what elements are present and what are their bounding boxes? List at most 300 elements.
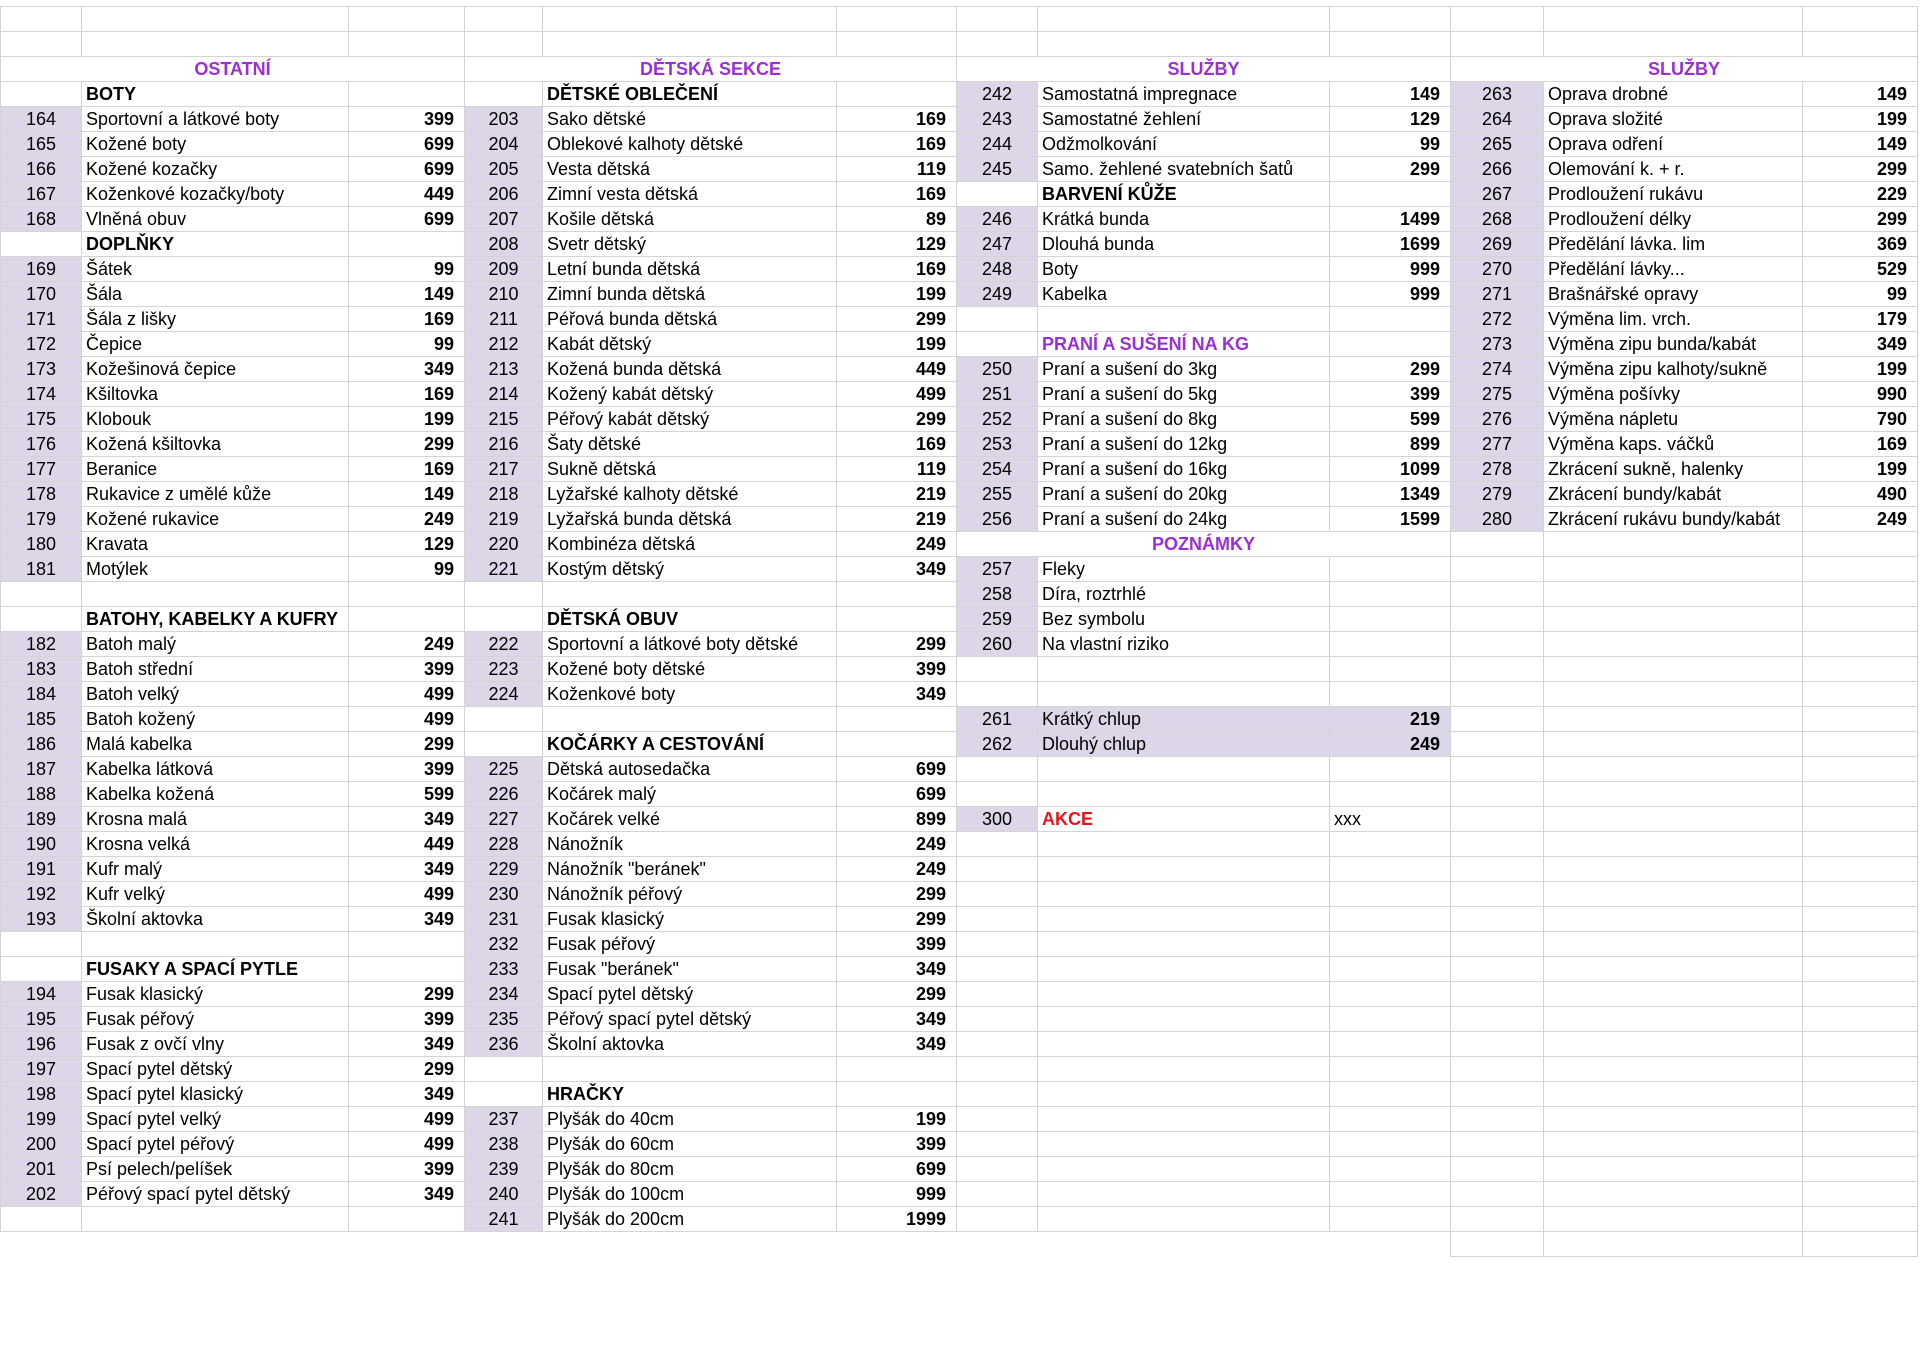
item-price: 999	[837, 1182, 957, 1207]
note-text: Fleky	[1038, 557, 1330, 582]
item-name: Zimní vesta dětská	[543, 182, 837, 207]
item-price: 699	[349, 157, 465, 182]
empty-cell	[1451, 1232, 1544, 1257]
item-price: 499	[349, 682, 465, 707]
empty-cell	[1330, 757, 1451, 782]
akce-value: xxx	[1330, 807, 1451, 832]
item-number: 166	[1, 157, 82, 182]
item-number: 171	[1, 307, 82, 332]
item-price: 1099	[1330, 457, 1451, 482]
empty-cell	[1330, 657, 1451, 682]
item-price: 249	[1330, 732, 1451, 757]
empty-cell	[1, 957, 82, 982]
empty-cell	[1803, 557, 1918, 582]
section-title: OSTATNÍ	[1, 57, 465, 82]
item-number: 183	[1, 657, 82, 682]
item-name: Samostatná impregnace	[1038, 82, 1330, 107]
empty-cell	[1330, 582, 1451, 607]
item-number: 251	[957, 382, 1038, 407]
empty-cell	[1330, 682, 1451, 707]
item-price: 169	[349, 382, 465, 407]
item-name: Zimní bunda dětská	[543, 282, 837, 307]
category-header: BOTY	[82, 82, 349, 107]
empty-cell	[957, 957, 1038, 982]
item-price: 399	[349, 757, 465, 782]
item-number: 272	[1451, 307, 1544, 332]
item-price: 399	[837, 932, 957, 957]
item-name: Krátký chlup	[1038, 707, 1330, 732]
item-name: Sportovní a látkové boty dětské	[543, 632, 837, 657]
empty-cell	[1330, 32, 1451, 57]
item-name: Kabelka kožená	[82, 782, 349, 807]
item-name: Krosna malá	[82, 807, 349, 832]
item-price: 229	[1803, 182, 1918, 207]
item-price: 699	[349, 132, 465, 157]
item-number: 173	[1, 357, 82, 382]
item-price: 1599	[1330, 507, 1451, 532]
item-price: 349	[349, 357, 465, 382]
empty-cell	[82, 7, 349, 32]
item-price: 599	[349, 782, 465, 807]
item-number: 230	[465, 882, 543, 907]
item-price: 399	[837, 1132, 957, 1157]
empty-cell	[1803, 857, 1918, 882]
empty-cell	[1803, 682, 1918, 707]
empty-cell	[957, 882, 1038, 907]
item-number: 244	[957, 132, 1038, 157]
empty-cell	[1038, 832, 1330, 857]
empty-cell	[1, 607, 82, 632]
item-name: Praní a sušení do 8kg	[1038, 407, 1330, 432]
empty-cell	[1451, 982, 1544, 1007]
item-name: Nánožník péřový	[543, 882, 837, 907]
empty-cell	[465, 7, 543, 32]
item-price: 399	[1330, 382, 1451, 407]
item-price: 99	[349, 332, 465, 357]
item-number: 252	[957, 407, 1038, 432]
item-price: 219	[837, 507, 957, 532]
empty-cell	[1544, 1032, 1803, 1057]
item-name: Sako dětské	[543, 107, 837, 132]
item-name: Kravata	[82, 532, 349, 557]
item-name: Praní a sušení do 5kg	[1038, 382, 1330, 407]
empty-cell	[1330, 1157, 1451, 1182]
item-price: 499	[349, 1132, 465, 1157]
item-price: 199	[1803, 357, 1918, 382]
empty-cell	[1544, 857, 1803, 882]
item-price: 149	[349, 282, 465, 307]
item-price: 699	[837, 782, 957, 807]
column-sluzby-1	[956, 6, 1451, 1232]
item-number: 200	[1, 1132, 82, 1157]
empty-cell	[1330, 1182, 1451, 1207]
item-name: Fusak z ovčí vlny	[82, 1032, 349, 1057]
item-name: Čepice	[82, 332, 349, 357]
item-price: 349	[349, 857, 465, 882]
item-number: 226	[465, 782, 543, 807]
empty-cell	[1544, 882, 1803, 907]
item-name: Fusak klasický	[82, 982, 349, 1007]
empty-cell	[1544, 607, 1803, 632]
empty-cell	[957, 1182, 1038, 1207]
item-price: 299	[1330, 157, 1451, 182]
item-price: 219	[1330, 707, 1451, 732]
empty-cell	[1038, 1057, 1330, 1082]
empty-cell	[1544, 732, 1803, 757]
item-name: Boty	[1038, 257, 1330, 282]
item-price: 299	[837, 407, 957, 432]
item-price: 299	[837, 632, 957, 657]
empty-cell	[1803, 932, 1918, 957]
item-name: Batoh malý	[82, 632, 349, 657]
item-price: 899	[837, 807, 957, 832]
item-name: Kožený kabát dětský	[543, 382, 837, 407]
empty-cell	[82, 582, 349, 607]
item-name: Kabelka látková	[82, 757, 349, 782]
item-price: 399	[349, 107, 465, 132]
item-number: 246	[957, 207, 1038, 232]
item-price: 529	[1803, 257, 1918, 282]
empty-cell	[1803, 607, 1918, 632]
item-number: 164	[1, 107, 82, 132]
item-price: 249	[837, 857, 957, 882]
empty-cell	[837, 1057, 957, 1082]
empty-cell	[1451, 707, 1544, 732]
item-number: 254	[957, 457, 1038, 482]
item-price: 449	[349, 182, 465, 207]
item-price: 1349	[1330, 482, 1451, 507]
item-number: 266	[1451, 157, 1544, 182]
item-name: Koženkové kozačky/boty	[82, 182, 349, 207]
empty-cell	[1330, 907, 1451, 932]
empty-cell	[957, 907, 1038, 932]
empty-cell	[543, 7, 837, 32]
item-price: 169	[837, 132, 957, 157]
item-price: 499	[837, 382, 957, 407]
item-price: 349	[349, 807, 465, 832]
item-number: 227	[465, 807, 543, 832]
empty-cell	[1, 7, 82, 32]
item-name: Klobouk	[82, 407, 349, 432]
item-price: 149	[1803, 82, 1918, 107]
item-price: 169	[349, 307, 465, 332]
item-number: 274	[1451, 357, 1544, 382]
item-number: 172	[1, 332, 82, 357]
item-name: Výměna lim. vrch.	[1544, 307, 1803, 332]
empty-cell	[957, 1007, 1038, 1032]
item-name: Kožená bunda dětská	[543, 357, 837, 382]
item-price: 299	[349, 1057, 465, 1082]
empty-cell	[837, 707, 957, 732]
empty-cell	[1330, 557, 1451, 582]
empty-cell	[1451, 557, 1544, 582]
empty-cell	[837, 607, 957, 632]
empty-cell	[1451, 32, 1544, 57]
note-number: 258	[957, 582, 1038, 607]
item-name: Spací pytel péřový	[82, 1132, 349, 1157]
item-price: 499	[349, 1107, 465, 1132]
empty-cell	[957, 657, 1038, 682]
empty-cell	[1330, 632, 1451, 657]
item-number: 222	[465, 632, 543, 657]
item-price: 99	[349, 557, 465, 582]
empty-cell	[1451, 1157, 1544, 1182]
item-price: 199	[1803, 107, 1918, 132]
item-name: Školní aktovka	[543, 1032, 837, 1057]
item-price: 199	[837, 282, 957, 307]
item-name: Kšiltovka	[82, 382, 349, 407]
item-number: 181	[1, 557, 82, 582]
empty-cell	[1038, 7, 1330, 32]
note-text: Bez symbolu	[1038, 607, 1330, 632]
empty-cell	[1038, 882, 1330, 907]
empty-cell	[82, 1207, 349, 1232]
empty-cell	[1451, 832, 1544, 857]
empty-cell	[465, 1082, 543, 1107]
empty-cell	[1544, 807, 1803, 832]
item-price: 699	[349, 207, 465, 232]
item-price: 349	[349, 1082, 465, 1107]
empty-cell	[1330, 332, 1451, 357]
empty-cell	[1038, 1157, 1330, 1182]
item-price: 179	[1803, 307, 1918, 332]
empty-cell	[1803, 657, 1918, 682]
category-header: PRANÍ A SUŠENÍ NA KG	[1038, 332, 1330, 357]
item-name: Péřový kabát dětský	[543, 407, 837, 432]
empty-cell	[1451, 957, 1544, 982]
empty-cell	[1544, 1157, 1803, 1182]
item-name: Batoh kožený	[82, 707, 349, 732]
item-number: 176	[1, 432, 82, 457]
item-number: 170	[1, 282, 82, 307]
item-price: 349	[837, 1007, 957, 1032]
empty-cell	[1544, 657, 1803, 682]
empty-cell	[1330, 882, 1451, 907]
empty-cell	[1544, 1107, 1803, 1132]
item-name: Spací pytel dětský	[543, 982, 837, 1007]
empty-cell	[465, 1057, 543, 1082]
item-name: Svetr dětský	[543, 232, 837, 257]
empty-cell	[349, 7, 465, 32]
item-number: 239	[465, 1157, 543, 1182]
item-name: Výměna kaps. váčků	[1544, 432, 1803, 457]
item-number: 221	[465, 557, 543, 582]
item-name: Fusak klasický	[543, 907, 837, 932]
item-price: 169	[837, 257, 957, 282]
category-header: KOČÁRKY A CESTOVÁNÍ	[543, 732, 837, 757]
empty-cell	[465, 732, 543, 757]
item-name: Zkrácení bundy/kabát	[1544, 482, 1803, 507]
item-name: Praní a sušení do 3kg	[1038, 357, 1330, 382]
item-price: 99	[1330, 132, 1451, 157]
empty-cell	[957, 32, 1038, 57]
item-name: Šátek	[82, 257, 349, 282]
item-name: Krátká bunda	[1038, 207, 1330, 232]
empty-cell	[1038, 657, 1330, 682]
empty-cell	[837, 732, 957, 757]
item-name: Kočárek malý	[543, 782, 837, 807]
item-price: 89	[837, 207, 957, 232]
item-number: 194	[1, 982, 82, 1007]
item-number: 180	[1, 532, 82, 557]
empty-cell	[957, 1157, 1038, 1182]
column-sluzby-2	[1450, 6, 1918, 1257]
empty-cell	[1451, 907, 1544, 932]
item-name: Spací pytel klasický	[82, 1082, 349, 1107]
item-name: Odžmolkování	[1038, 132, 1330, 157]
empty-cell	[1451, 882, 1544, 907]
item-price: 299	[349, 982, 465, 1007]
item-number: 243	[957, 107, 1038, 132]
item-price: 299	[837, 882, 957, 907]
category-header: HRAČKY	[543, 1082, 837, 1107]
item-name: Oprava odření	[1544, 132, 1803, 157]
item-number: 167	[1, 182, 82, 207]
empty-cell	[1544, 632, 1803, 657]
item-number: 213	[465, 357, 543, 382]
empty-cell	[1803, 532, 1918, 557]
item-number: 206	[465, 182, 543, 207]
item-number: 189	[1, 807, 82, 832]
item-price: 399	[349, 1157, 465, 1182]
item-name: Šála z lišky	[82, 307, 349, 332]
item-number: 168	[1, 207, 82, 232]
item-number: 177	[1, 457, 82, 482]
empty-cell	[349, 957, 465, 982]
item-number: 253	[957, 432, 1038, 457]
item-number: 179	[1, 507, 82, 532]
empty-cell	[1330, 832, 1451, 857]
item-price: 349	[837, 957, 957, 982]
empty-cell	[1544, 957, 1803, 982]
item-name: Výměna zipu bunda/kabát	[1544, 332, 1803, 357]
empty-cell	[1, 1207, 82, 1232]
empty-cell	[1451, 7, 1544, 32]
empty-cell	[957, 682, 1038, 707]
category-header: DĚTSKÁ OBUV	[543, 607, 837, 632]
empty-cell	[1544, 532, 1803, 557]
empty-cell	[1451, 657, 1544, 682]
item-number: 270	[1451, 257, 1544, 282]
item-number: 267	[1451, 182, 1544, 207]
item-number: 193	[1, 907, 82, 932]
item-name: Plyšák do 40cm	[543, 1107, 837, 1132]
item-number: 187	[1, 757, 82, 782]
item-number: 203	[465, 107, 543, 132]
empty-cell	[1451, 807, 1544, 832]
item-price: 1499	[1330, 207, 1451, 232]
empty-cell	[1038, 982, 1330, 1007]
item-number: 202	[1, 1182, 82, 1207]
empty-cell	[1451, 632, 1544, 657]
item-number: 225	[465, 757, 543, 782]
item-number: 300	[957, 807, 1038, 832]
empty-cell	[1544, 1057, 1803, 1082]
item-number: 237	[465, 1107, 543, 1132]
item-number: 229	[465, 857, 543, 882]
empty-cell	[1803, 807, 1918, 832]
empty-cell	[1544, 1007, 1803, 1032]
item-price: 369	[1803, 232, 1918, 257]
category-header: DOPLŇKY	[82, 232, 349, 257]
item-price: 399	[349, 1007, 465, 1032]
item-number: 223	[465, 657, 543, 682]
item-number: 228	[465, 832, 543, 857]
empty-cell	[1544, 782, 1803, 807]
empty-cell	[1330, 307, 1451, 332]
item-number: 201	[1, 1157, 82, 1182]
empty-cell	[1, 932, 82, 957]
item-price: 699	[837, 1157, 957, 1182]
item-name: Batoh střední	[82, 657, 349, 682]
empty-cell	[349, 1207, 465, 1232]
empty-cell	[1, 32, 82, 57]
empty-cell	[1330, 982, 1451, 1007]
empty-cell	[957, 1107, 1038, 1132]
empty-cell	[1803, 1157, 1918, 1182]
empty-cell	[1544, 982, 1803, 1007]
empty-cell	[465, 607, 543, 632]
empty-cell	[1330, 1207, 1451, 1232]
item-number: 178	[1, 482, 82, 507]
empty-cell	[1038, 682, 1330, 707]
empty-cell	[1451, 1182, 1544, 1207]
empty-cell	[1803, 982, 1918, 1007]
item-number: 210	[465, 282, 543, 307]
empty-cell	[1451, 1107, 1544, 1132]
empty-cell	[837, 1082, 957, 1107]
empty-cell	[543, 707, 837, 732]
empty-cell	[957, 982, 1038, 1007]
empty-cell	[1330, 1132, 1451, 1157]
item-price: 599	[1330, 407, 1451, 432]
empty-cell	[1, 582, 82, 607]
item-price: 449	[349, 832, 465, 857]
item-number: 188	[1, 782, 82, 807]
item-price: 299	[1803, 157, 1918, 182]
item-name: Kabát dětský	[543, 332, 837, 357]
empty-cell	[1544, 582, 1803, 607]
item-name: Kombinéza dětská	[543, 532, 837, 557]
item-number: 199	[1, 1107, 82, 1132]
empty-cell	[1544, 682, 1803, 707]
empty-cell	[1803, 707, 1918, 732]
empty-cell	[1451, 1007, 1544, 1032]
item-number: 196	[1, 1032, 82, 1057]
item-price: 129	[1330, 107, 1451, 132]
item-name: Malá kabelka	[82, 732, 349, 757]
empty-cell	[543, 1057, 837, 1082]
item-name: Kožené kozačky	[82, 157, 349, 182]
item-price: 349	[1803, 332, 1918, 357]
empty-cell	[1803, 1232, 1918, 1257]
item-name: Dětská autosedačka	[543, 757, 837, 782]
item-name: Kostým dětský	[543, 557, 837, 582]
item-price: 990	[1803, 382, 1918, 407]
empty-cell	[1451, 782, 1544, 807]
item-number: 192	[1, 882, 82, 907]
empty-cell	[543, 582, 837, 607]
item-number: 271	[1451, 282, 1544, 307]
empty-cell	[1803, 632, 1918, 657]
item-price: 219	[837, 482, 957, 507]
item-number: 205	[465, 157, 543, 182]
item-price: 349	[349, 1182, 465, 1207]
item-name: Praní a sušení do 16kg	[1038, 457, 1330, 482]
item-name: Praní a sušení do 12kg	[1038, 432, 1330, 457]
note-number: 257	[957, 557, 1038, 582]
item-number: 198	[1, 1082, 82, 1107]
